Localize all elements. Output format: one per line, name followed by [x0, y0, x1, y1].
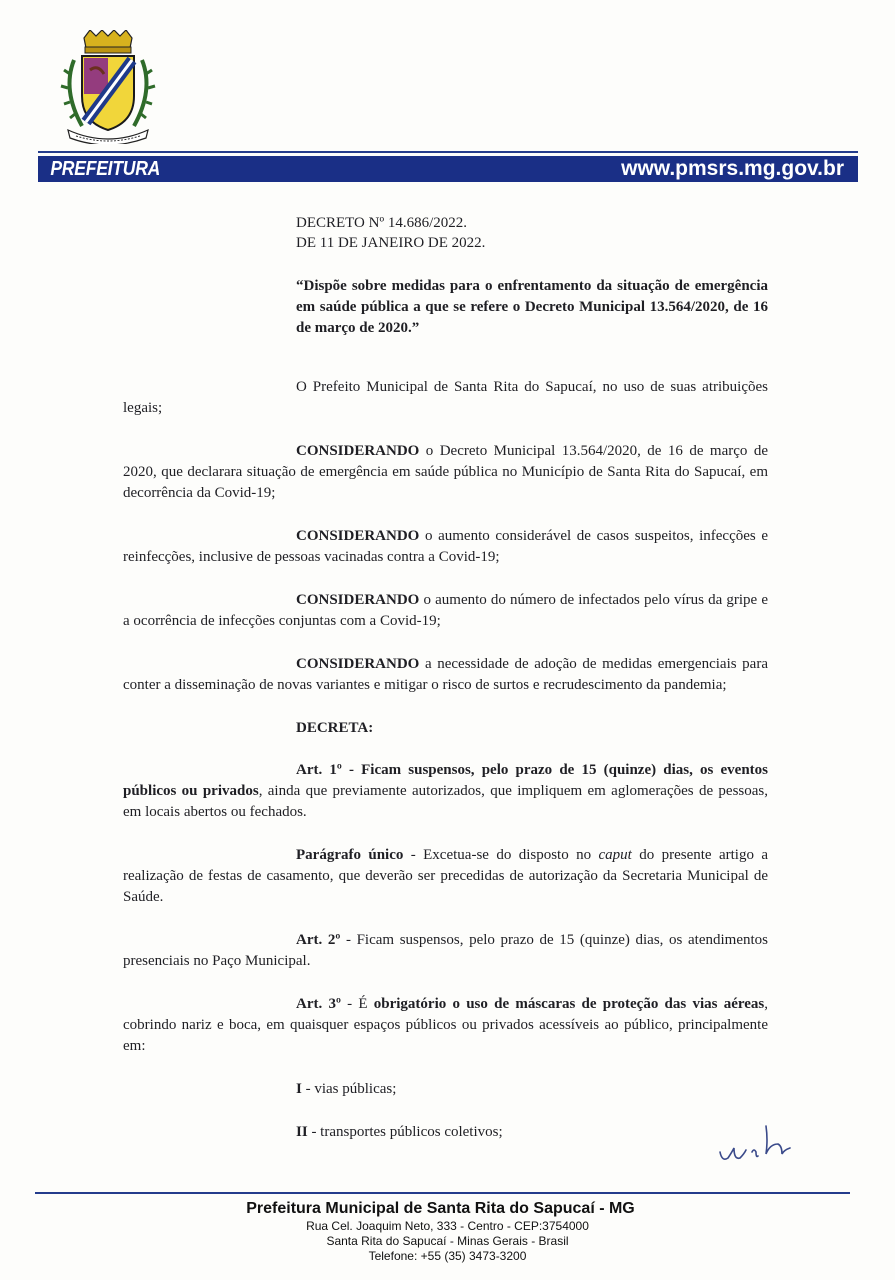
preamble-paragraph: O Prefeito Municipal de Santa Rita do Sapucaí, no uso de suas atribuições legais;: [123, 379, 768, 416]
article-2-text: - Ficam suspensos, pelo prazo de 15 (quinze) dias, os atendimentos presenciais no Paço Municipal.: [123, 932, 769, 969]
header-top-rule: [38, 151, 858, 153]
considerando-text: o Decreto Municipal 13.564/2020, de 16 de março de 2020, que declarara situação de emergência em saúde pública no Município de Santa Rita do Sapucaí, em decorrência da Covid-19;: [123, 443, 768, 501]
header-banner: [38, 156, 858, 182]
paragrafo-text-a: - Excetua-se do disposto no: [403, 847, 599, 863]
article-1-bold: Art. 1º - Ficam suspensos, pelo prazo de 15 (quinze) dias, os eventos públicos ou privados: [123, 762, 768, 799]
considerando-text: a necessidade de adoção de medidas emergenciais para conter a disseminação de novas variantes e mitigar o risco de surtos e recrudescimento da pandemia;: [123, 656, 768, 693]
article-3: [123, 994, 768, 1057]
considerando-paragraph-2: [123, 526, 768, 568]
website-url: www.pmsrs.mg.gov.br: [621, 157, 844, 180]
decree-heading: [296, 213, 485, 253]
footer-address: Rua Cel. Joaquim Neto, 333 - Centro - CEP:3754000: [306, 1219, 589, 1233]
footer-title: Prefeitura Municipal de Santa Rita do Sapucaí - MG: [246, 1200, 635, 1217]
footer-rule: [35, 1192, 850, 1194]
decree-number: DECRETO Nº 14.686/2022.: [296, 215, 468, 231]
considerando-label: CONSIDERANDO: [296, 592, 420, 608]
considerando-paragraph-3: [123, 590, 768, 632]
decree-summary: “Dispõe sobre medidas para o enfrentamento da situação de emergência em saúde pública a que se refere o Decreto Municipal 13.564/2020, de 16 de março de 2020.”: [296, 278, 768, 336]
considerando-text: o aumento considerável de casos suspeitos, infecções e reinfecções, inclusive de pessoas vacinadas contra a Covid-19;: [123, 528, 768, 565]
considerando-paragraph-1: [123, 441, 768, 504]
considerando-label: CONSIDERANDO: [296, 656, 420, 672]
decree-body: [123, 377, 768, 1079]
paragrafo-text-b: do presente artigo a realização de festas de casamento, que deverão ser precedidas de autorização da Secretaria Municipal de Saúde.: [123, 847, 768, 905]
footer-phone: Telefone: +55 (35) 3473-3200: [368, 1249, 527, 1263]
decreta-heading: [123, 718, 768, 739]
considerando-paragraph-4: [123, 654, 768, 696]
considerando-label: CONSIDERANDO: [296, 443, 420, 459]
list-item-i: [296, 1081, 396, 1098]
list-item-ii: [296, 1124, 503, 1141]
prefeitura-label: PREFEITURA: [50, 157, 161, 180]
item-text: - transportes públicos coletivos;: [307, 1124, 503, 1140]
item-numeral: I: [296, 1081, 302, 1097]
footer: [0, 1199, 895, 1264]
paragrafo-label: Parágrafo único: [296, 847, 404, 863]
item-numeral: II: [296, 1124, 308, 1140]
article-2-label: Art. 2º: [296, 932, 341, 948]
handwritten-initials: [716, 1122, 796, 1168]
article-1-text: , ainda que previamente autorizados, que impliquem em aglomerações de pessoas, em locais abertos ou fechados.: [123, 783, 768, 820]
paragrafo-unico: [123, 845, 768, 908]
considerando-text: o aumento do número de infectados pelo vírus da gripe e a ocorrência de infecções conjuntas com a Covid-19;: [123, 592, 768, 629]
municipal-coat-of-arms-icon: [58, 30, 158, 144]
article-3-bold: obrigatório o uso de máscaras de proteção das vias aéreas: [373, 996, 765, 1012]
article-2: [123, 930, 768, 972]
decreta-label: DECRETA:: [296, 720, 374, 736]
decree-date: DE 11 DE JANEIRO DE 2022.: [296, 235, 486, 251]
article-1: [123, 760, 768, 823]
article-3-text-b: , cobrindo nariz e boca, em quaisquer espaços públicos ou privados acessíveis ao público, principalmente em:: [123, 996, 768, 1054]
considerando-label: CONSIDERANDO: [296, 528, 420, 544]
footer-city: Santa Rita do Sapucaí - Minas Gerais - Brasil: [326, 1234, 569, 1248]
item-text: - vias públicas;: [301, 1081, 397, 1097]
article-3-text-a: - É: [340, 996, 374, 1012]
article-3-label: Art. 3º: [296, 996, 341, 1012]
caput-term: caput: [598, 847, 632, 863]
